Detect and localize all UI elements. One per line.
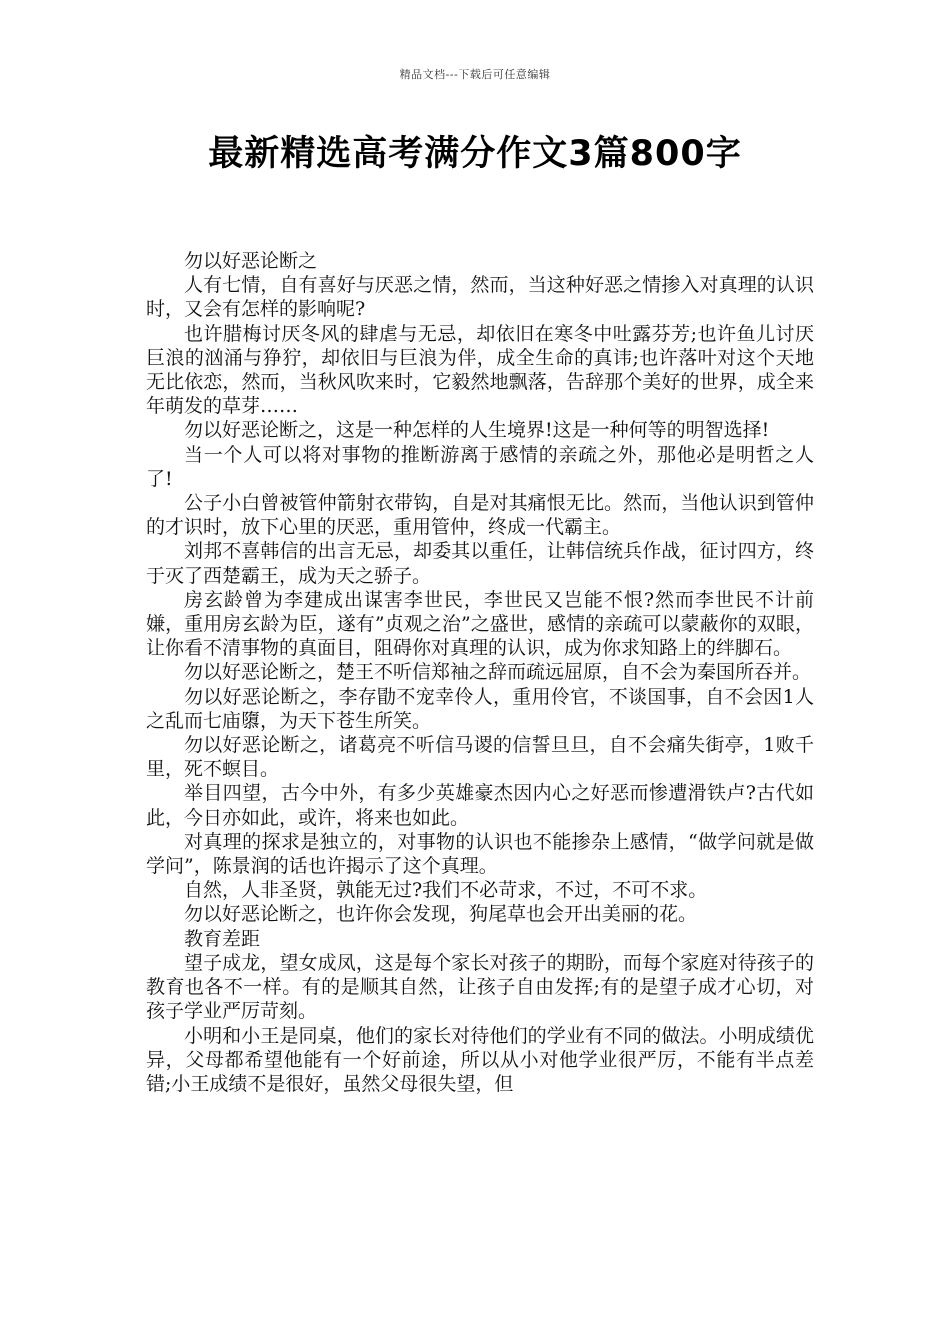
header-note: 精品文档---下载后可任意编辑 xyxy=(399,68,551,81)
paragraph: 公子小白曾被管仲箭射衣带钩，自是对其痛恨无比。然而，当他认识到管仲的才识时，放下心里的厌恶，重用管仲，终成一代霸主。 xyxy=(146,492,814,539)
section-heading: 教育差距 xyxy=(184,927,261,950)
page-title: 最新精选高考满分作文3篇800字 xyxy=(208,134,742,174)
paragraph: 举目四望，古今中外，有多少英雄豪杰因内心之好恶而惨遭滑铁卢?古代如此，今日亦如此，或许，将来也如此。 xyxy=(146,782,814,829)
article-body xyxy=(146,249,814,1096)
paragraph: 也许腊梅讨厌冬风的肆虐与无忌，却依旧在寒冬中吐露芬芳;也许鱼儿讨厌巨浪的汹涌与狰狞，却依旧与巨浪为伴，成全生命的真讳;也许落叶对这个天地无比依恋，然而，当秋风吹来时，它毅然地飘落，告辞那个美好的世界，成全来年萌发的草芽…… xyxy=(146,322,814,418)
paragraph: 勿以好恶论断之，也许你会发现，狗尾草也会开出美丽的花。 xyxy=(184,903,698,926)
paragraph: 勿以好恶论断之，诸葛亮不听信马谡的信誓旦旦，自不会痛失街亭，1败千里，死不螟目。 xyxy=(146,734,814,781)
section-heading: 勿以好恶论断之 xyxy=(184,250,318,272)
paragraph: 勿以好恶论断之，这是一种怎样的人生境界!这是一种何等的明智选择! xyxy=(184,419,770,442)
paragraph: 自然，人非圣贤，孰能无过?我们不必苛求，不过，不可不求。 xyxy=(184,879,708,902)
paragraph: 人有七情，自有喜好与厌恶之情，然而，当这种好恶之情掺入对真理的认识时，又会有怎样的影响呢? xyxy=(146,274,814,321)
paragraph: 对真理的探求是独立的，对事物的认识也不能掺杂上感情，“做学问就是做学问”，陈景润的话也许揭示了这个真理。 xyxy=(146,830,814,878)
paragraph: 勿以好恶论断之，楚王不听信郑袖之辞而疏远屈原，自不会为秦国所吞并。 xyxy=(184,661,812,684)
paragraph: 房玄龄曾为李建成出谋害李世民，李世民又岂能不恨?然而李世民不计前嫌，重用房玄龄为臣，遂有”贞观之治”之盛世，感情的亲疏可以蒙蔽你的双眼，让你看不清事物的真面目，阻碍你对真理的认识，成为你求知路上的绊脚石。 xyxy=(146,588,814,660)
paragraph: 当一个人可以将对事物的推断游离于感情的亲疏之外，那他必是明哲之人了! xyxy=(146,443,814,490)
paragraph: 小明和小王是同桌，他们的家长对待他们的学业有不同的做法。小明成绩优异，父母都希望他能有一个好前途，所以从小对他学业很严厉，不能有半点差错;小王成绩不是很好，虽然父母很失望，但 xyxy=(146,1024,814,1095)
paragraph: 望子成龙，望女成凤，这是每个家长对孩子的期盼，而每个家庭对待孩子的教育也各不一样。有的是顺其自然，让孩子自由发挥;有的是望子成才心切，对孩子学业严厉苛刻。 xyxy=(146,951,814,1023)
paragraph: 勿以好恶论断之，李存勖不宠幸伶人，重用伶官，不谈国事，自不会因1人之乱而七庙隳，为天下苍生所笑。 xyxy=(146,685,814,732)
paragraph: 刘邦不喜韩信的出言无忌，却委其以重任，让韩信统兵作战，征讨四方，终于灭了西楚霸王，成为天之骄子。 xyxy=(146,540,814,587)
